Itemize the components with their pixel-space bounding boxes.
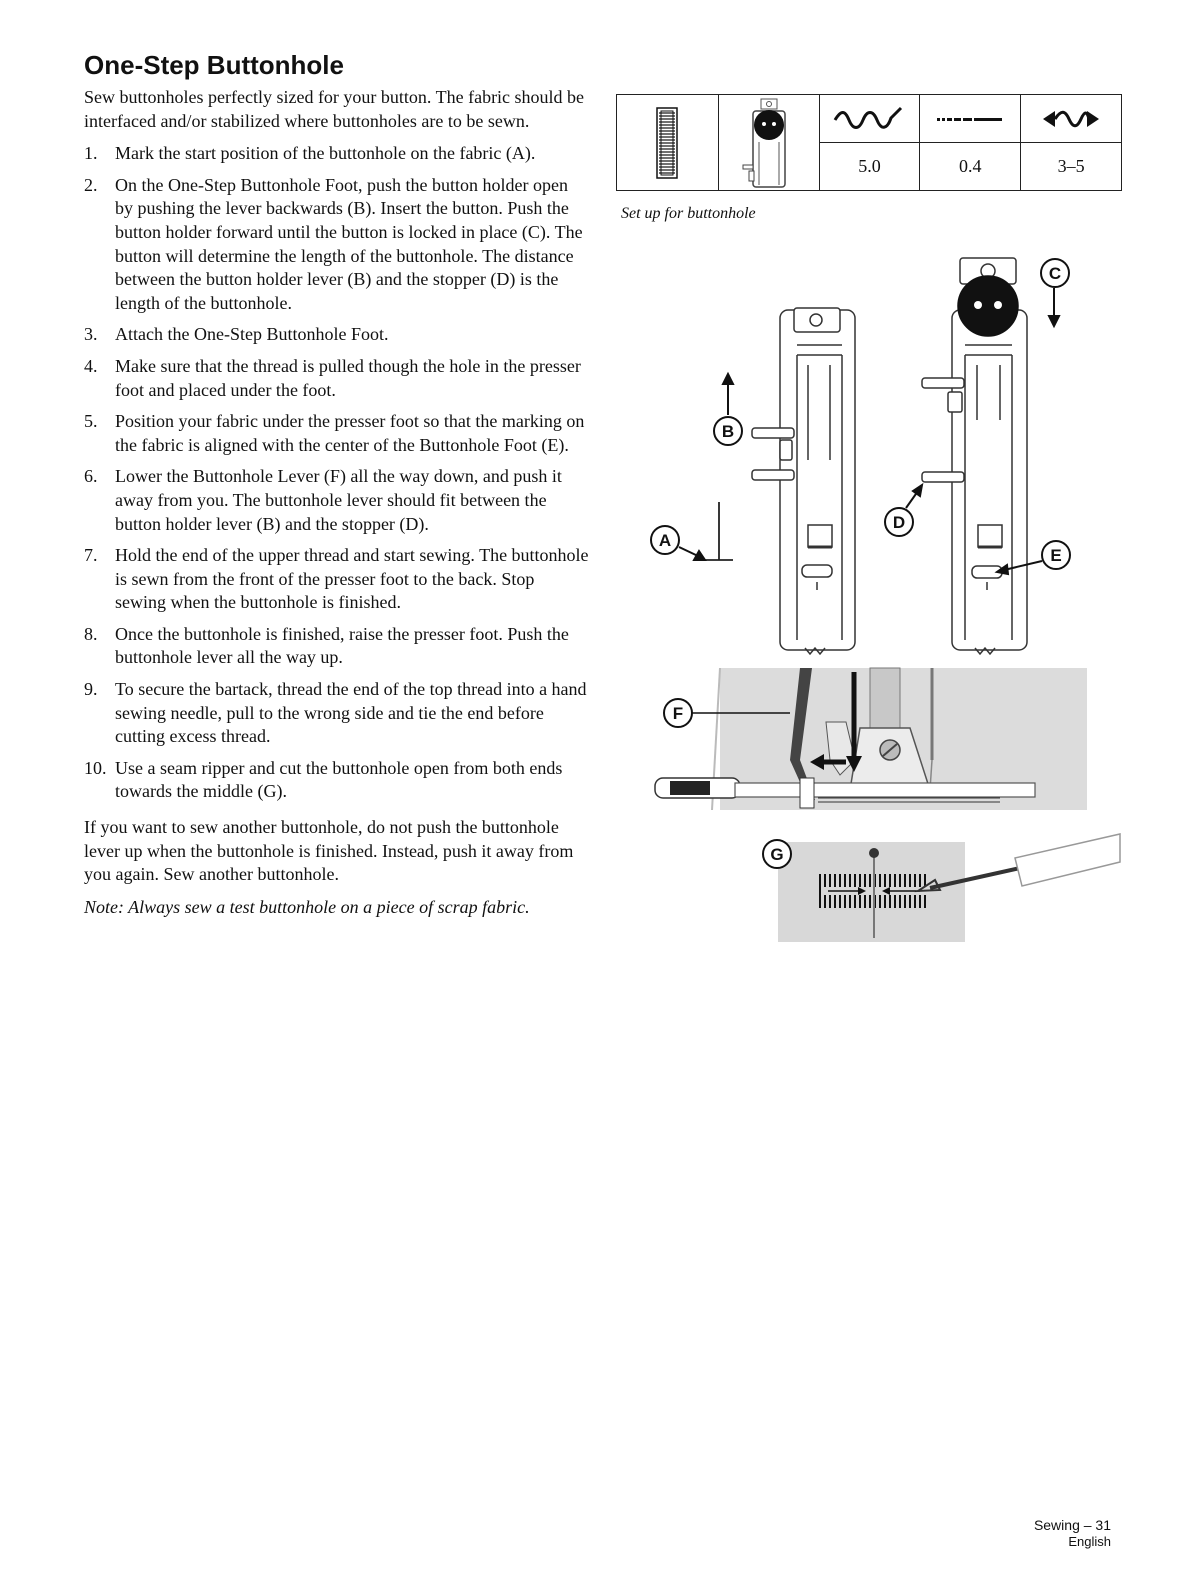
list-item: 9. To secure the bartack, thread the end of the top thread into a hand sewing needle, pull to the wrong side and tie the end before cutting excess thread. (84, 679, 587, 747)
presser-foot-illustration (640, 250, 1100, 660)
page-title: One-Step Buttonhole (84, 50, 344, 80)
buttonhole-foot-open (752, 308, 855, 654)
buttonhole-foot-button (922, 258, 1027, 654)
figure-caption: Set up for buttonhole (621, 205, 756, 222)
list-item: 7. Hold the end of the upper thread and start sewing. The buttonhole is sewn from the front of the presser foot to the back. Stop sewing when the buttonhole is finished. (84, 545, 589, 613)
stitch-width-icon (820, 95, 920, 142)
stitch-length-value: 0.4 (920, 142, 1020, 190)
thread-tension-icon (1021, 95, 1121, 142)
buttonhole-lever-illustration (650, 666, 1090, 816)
intro-paragraph: Sew buttonholes perfectly sized for your button. The fabric should be interfaced and/or stabilized where buttonholes are to be sewn. (84, 87, 585, 131)
buttonhole-stitch-icon (617, 95, 718, 190)
list-item: 8. Once the buttonhole is finished, raise the presser foot. Push the buttonhole lever all the way up. (84, 623, 569, 668)
label-d: D (892, 513, 906, 532)
label-f: F (672, 704, 684, 723)
footer-language: English (1068, 1534, 1111, 1549)
steps-list (84, 142, 589, 804)
buttonhole-foot-icon (718, 95, 819, 190)
label-b: B (721, 422, 735, 441)
list-item: 3. Attach the One-Step Buttonhole Foot. (84, 324, 389, 345)
seam-ripper-illustration (760, 830, 1122, 946)
label-a: A (658, 531, 672, 550)
page-footer (1034, 1517, 1111, 1549)
label-g: G (770, 845, 784, 864)
page-number: Sewing – 31 (1033, 1517, 1111, 1533)
instructions-column (84, 50, 589, 928)
settings-table (616, 94, 1122, 191)
label-c: C (1048, 264, 1062, 283)
list-item: 4. Make sure that the thread is pulled though the hole in the presser foot and placed under the foot. (84, 355, 581, 400)
list-item: 10. Use a seam ripper and cut the buttonhole open from both ends towards the middle (G). (84, 757, 563, 802)
label-e: E (1050, 546, 1062, 565)
list-item: 5. Position your fabric under the presser foot so that the marking on the fabric is aligned with the center of the Buttonhole Foot (E). (84, 411, 585, 455)
stitch-length-icon (920, 95, 1020, 142)
list-item: 1. Mark the start position of the buttonhole on the fabric (A). (84, 143, 536, 164)
list-item: 6. Lower the Buttonhole Lever (F) all the way down, and push it away from you. The buttonhole lever should fit between the button holder lever (B) and the stopper (D). (84, 466, 562, 534)
closing-paragraph: If you want to sew another buttonhole, do not push the buttonhole lever up when the buttonhole is finished. Instead, push it away from you again. Sew another buttonhole. (84, 817, 574, 885)
stitch-width-value: 5.0 (820, 142, 920, 190)
thread-tension-value: 3–5 (1021, 142, 1121, 190)
list-item: 2. On the One-Step Buttonhole Foot, push the button holder open by pushing the lever backwards (B). Insert the button. Push the button holder forward until the button is locked in place (C). The button will determine the length of the buttonhole. The distance between the button holder lever (B) and the stopper (D) is the length of the buttonhole. (84, 174, 583, 313)
note-paragraph: Note: Always sew a test buttonhole on a piece of scrap fabric. (84, 896, 530, 917)
